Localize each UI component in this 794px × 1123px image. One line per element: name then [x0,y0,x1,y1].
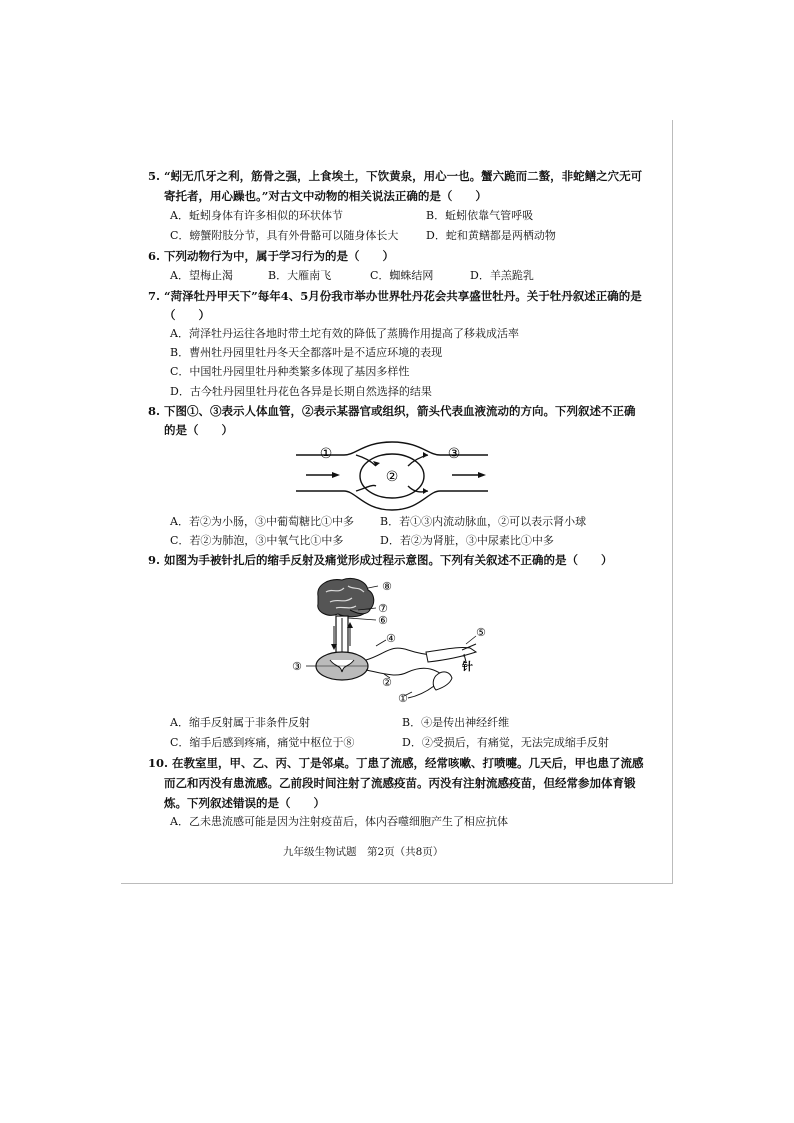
q10-stem-line2: 而乙和丙没有患流感。乙前段时间注射了流感疫苗。丙没有注射流感疫苗，但经常参加体育锻 [164,776,636,790]
q7-option-a: A．菏泽牡丹运往各地时带土坨有效的降低了蒸腾作用提高了移栽成活率 [170,327,519,340]
diagram-label-2: ② [385,469,399,485]
q10-stem-line1: 10. 在教室里，甲、乙、丙、丁是邻桌。丁患了流感，经常咳嗽、打喷嚏。几天后，甲也患了流感 [148,756,644,770]
q9-option-d: D．②受损后，有痛觉，无法完成缩手反射 [402,736,609,749]
page-footer: 九年级生物试题 第2页（共8页） [283,846,444,858]
q6-option-d: D．羊羔跪乳 [470,269,534,282]
label-6: ⑥ [378,614,388,627]
label-2: ② [382,676,392,689]
q8-stem-line2: 的是（ ） [164,423,233,437]
q5-stem-line1: 5. “蚓无爪牙之利，筋骨之强，上食埃土，下饮黄泉，用心一也。蟹六跪而二螯，非蛇鳝之穴无可 [148,169,643,183]
q6-option-c: C．蜘蛛结网 [370,269,434,282]
q10-stem-line3: 炼。下列叙述错误的是（ ） [164,796,325,810]
q5-option-b: B．蚯蚓依靠气管呼吸 [426,209,534,222]
q6-option-b: B．大雁南飞 [268,269,332,282]
label-7: ⑦ [378,602,388,615]
q8-stem-line1: 8. 下图①、③表示人体血管，②表示某器官或组织，箭头代表血液流动的方向。下列叙述不正确 [148,404,636,418]
q8-option-a: A．若②为小肠，③中葡萄糖比①中多 [170,515,354,528]
reflex-arc-diagram [286,574,496,706]
label-5: ⑤ [476,626,486,639]
label-3: ③ [292,660,302,673]
q5-option-a: A．蚯蚓身体有许多相似的环状体节 [170,209,343,222]
q9-stem: 9. 如图为手被针扎后的缩手反射及痛觉形成过程示意图。下列有关叙述不正确的是（ ） [148,553,613,567]
label-1: ① [398,692,408,705]
q7-option-c: C．中国牡丹园里牡丹种类繁多体现了基因多样性 [170,365,410,378]
q5-option-c: C．螃蟹附肢分节，具有外骨骼可以随身体长大 [170,229,399,242]
q7-option-b: B．曹州牡丹园里牡丹冬天全都落叶是不适应环境的表现 [170,346,443,359]
q5-stem-line2: 寄托者，用心躁也。”对古文中动物的相关说法正确的是（ ） [164,189,487,203]
brain-illustration [318,578,374,616]
q9-option-c: C．缩手后感到疼痛，痛觉中枢位于⑧ [170,736,355,749]
q6-stem: 6. 下列动物行为中，属于学习行为的是（ ） [148,249,395,263]
q8-option-b: B．若①③内流动脉血，②可以表示肾小球 [380,515,587,528]
diagram-label-1: ① [319,446,333,462]
q8-option-c: C．若②为肺泡，③中氧气比①中多 [170,534,344,547]
q5-option-d: D．蛇和黄鳝都是两栖动物 [426,229,556,242]
q9-option-a: A．缩手反射属于非条件反射 [170,716,310,729]
q7-stem-line1: 7. “菏泽牡丹甲天下”每年4、5月份我市举办世界牡丹花会共享盛世牡丹。关于牡丹叙述正确的是 [148,289,642,303]
q7-option-d: D．古今牡丹园里牡丹花色各异是长期自然选择的结果 [170,385,432,398]
q6-option-a: A．望梅止渴 [170,269,233,282]
label-4: ④ [386,632,396,645]
q8-option-d: D．若②为肾脏，③中尿素比①中多 [380,534,554,547]
needle-label: 针 [462,660,473,673]
blood-vessel-diagram [296,438,488,514]
q7-stem-line2: （ ） [164,308,210,322]
q9-option-b: B．④是传出神经纤维 [402,716,510,729]
diagram-label-3: ③ [447,446,461,462]
q10-option-a: A．乙未患流感可能是因为注射疫苗后，体内吞噬细胞产生了相应抗体 [170,815,508,828]
label-8: ⑧ [382,580,392,593]
